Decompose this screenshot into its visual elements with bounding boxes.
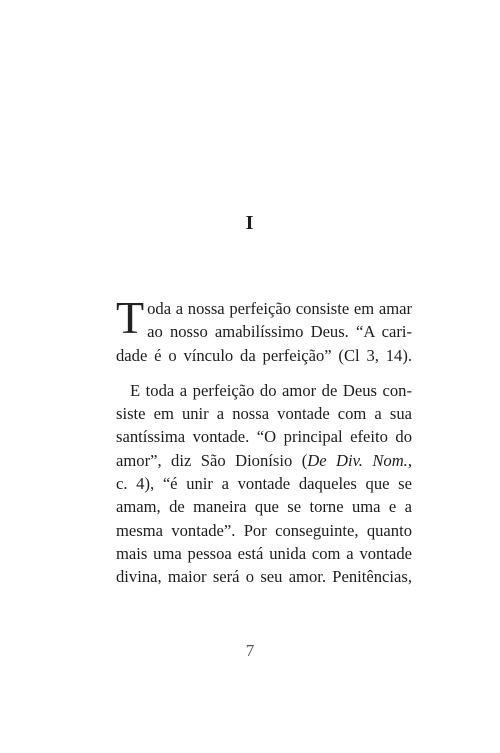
text-line: oda a nossa perfeição consiste em amar [147, 299, 412, 318]
text-line: dade é o vínculo da perfeição” (Cl 3, 14). [116, 345, 412, 365]
text-line: siste em unir a nossa vontade com a sua [116, 404, 412, 424]
text-line: mais uma pessoa está unida com a vontade [116, 543, 412, 563]
paragraph-1 [116, 292, 412, 367]
text-line: mesma vontade”. Por conseguinte, quanto [116, 520, 412, 540]
paragraph-2 [116, 379, 412, 589]
text-line: amam, de maneira que se torne uma e a [116, 497, 412, 517]
text-line: c. 4), “é unir a vontade daqueles que se [116, 474, 412, 494]
body-text [116, 292, 412, 589]
drop-cap: T [116, 292, 145, 343]
text-line: santíssima vontade. “O principal efeito do [116, 427, 412, 447]
page-number: 7 [245, 641, 255, 660]
text-line: divina, maior será o seu amor. Penitências, [116, 567, 412, 587]
text-line: amor”, diz São Dionísio (De Div. Nom., [116, 450, 412, 470]
text-line: E toda a perfeição do amor de Deus con- [130, 380, 412, 400]
text-line: ao nosso amabilíssimo Deus. “A cari- [147, 322, 412, 342]
chapter-heading: I [245, 212, 255, 234]
citation-italic: De Div. Nom. [307, 450, 408, 470]
